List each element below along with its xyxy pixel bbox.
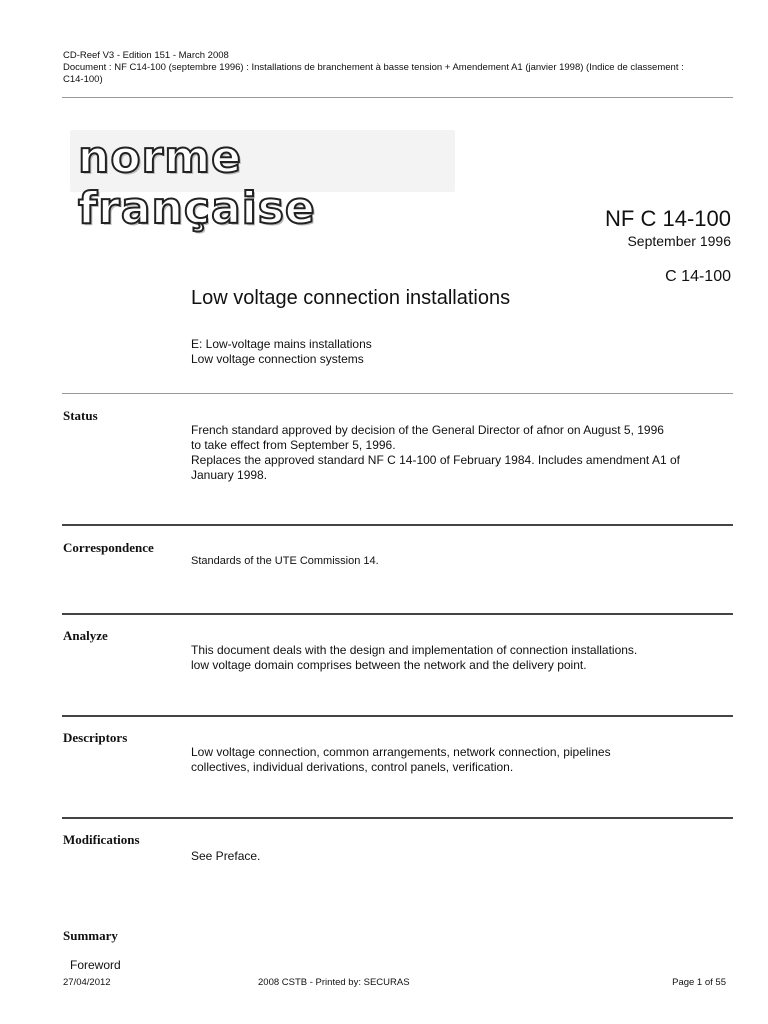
correspondence-text <box>191 554 731 569</box>
descriptors-line: collectives, individual derivations, control panels, verification. <box>191 760 514 774</box>
classification-index: C 14-100 <box>665 268 731 285</box>
footer-print-date: 27/04/2012 <box>63 977 111 988</box>
status-text <box>191 423 731 483</box>
descriptors-text <box>191 745 731 775</box>
document-title: Low voltage connection installations <box>191 287 511 309</box>
header-document-line: Document : NF C14-100 (septembre 1996) : Installations de branchement à basse tension + Amendement A1 (janvier 1998) (Indice de classement : <box>63 62 684 73</box>
section-divider <box>62 613 733 615</box>
correspondence-label: Correspondence <box>63 540 154 555</box>
header-document-line-cont: C14-100) <box>63 74 103 85</box>
descriptors-label: Descriptors <box>63 730 128 745</box>
analyze-text <box>191 643 731 673</box>
document-subtitle-1: E: Low-voltage mains installations <box>191 337 372 351</box>
document-header <box>63 50 728 86</box>
section-divider <box>62 524 733 526</box>
summary-label: Summary <box>63 928 118 943</box>
correspondence-line: Standards of the UTE Commission 14. <box>191 555 379 567</box>
analyze-label: Analyze <box>63 628 108 643</box>
analyze-line: This document deals with the design and implementation of connection installations. <box>191 643 638 657</box>
status-line: to take effect from September 5, 1996. <box>191 438 396 452</box>
footer-copyright: 2008 CSTB - Printed by: SECURAS <box>258 977 410 988</box>
descriptors-line: Low voltage connection, common arrangements, network connection, pipelines <box>191 745 611 759</box>
standard-number: NF C 14-100 <box>605 206 731 231</box>
logo-text: norme française <box>78 132 316 234</box>
modifications-text <box>191 849 731 864</box>
section-divider <box>62 715 733 717</box>
section-divider <box>62 817 733 819</box>
header-divider <box>62 97 733 98</box>
standard-date: September 1996 <box>627 233 731 249</box>
modifications-label: Modifications <box>63 832 140 847</box>
norme-francaise-logo <box>70 130 455 234</box>
status-line: Replaces the approved standard NF C 14-100 of February 1984. Includes amendment A1 of <box>191 453 680 467</box>
summary-item-foreword[interactable]: Foreword <box>70 958 121 972</box>
status-line: French standard approved by decision of the General Director of afnor on August 5, 1996 <box>191 423 664 437</box>
header-edition-line: CD-Reef V3 - Edition 151 - March 2008 <box>63 50 229 61</box>
analyze-line: low voltage domain comprises between the network and the delivery point. <box>191 658 587 672</box>
section-divider <box>62 393 733 394</box>
footer-page-number: Page 1 of 55 <box>672 977 726 988</box>
document-subtitle-2: Low voltage connection systems <box>191 352 364 366</box>
status-line: January 1998. <box>191 468 268 482</box>
modifications-line: See Preface. <box>191 849 261 863</box>
status-label: Status <box>63 408 98 423</box>
